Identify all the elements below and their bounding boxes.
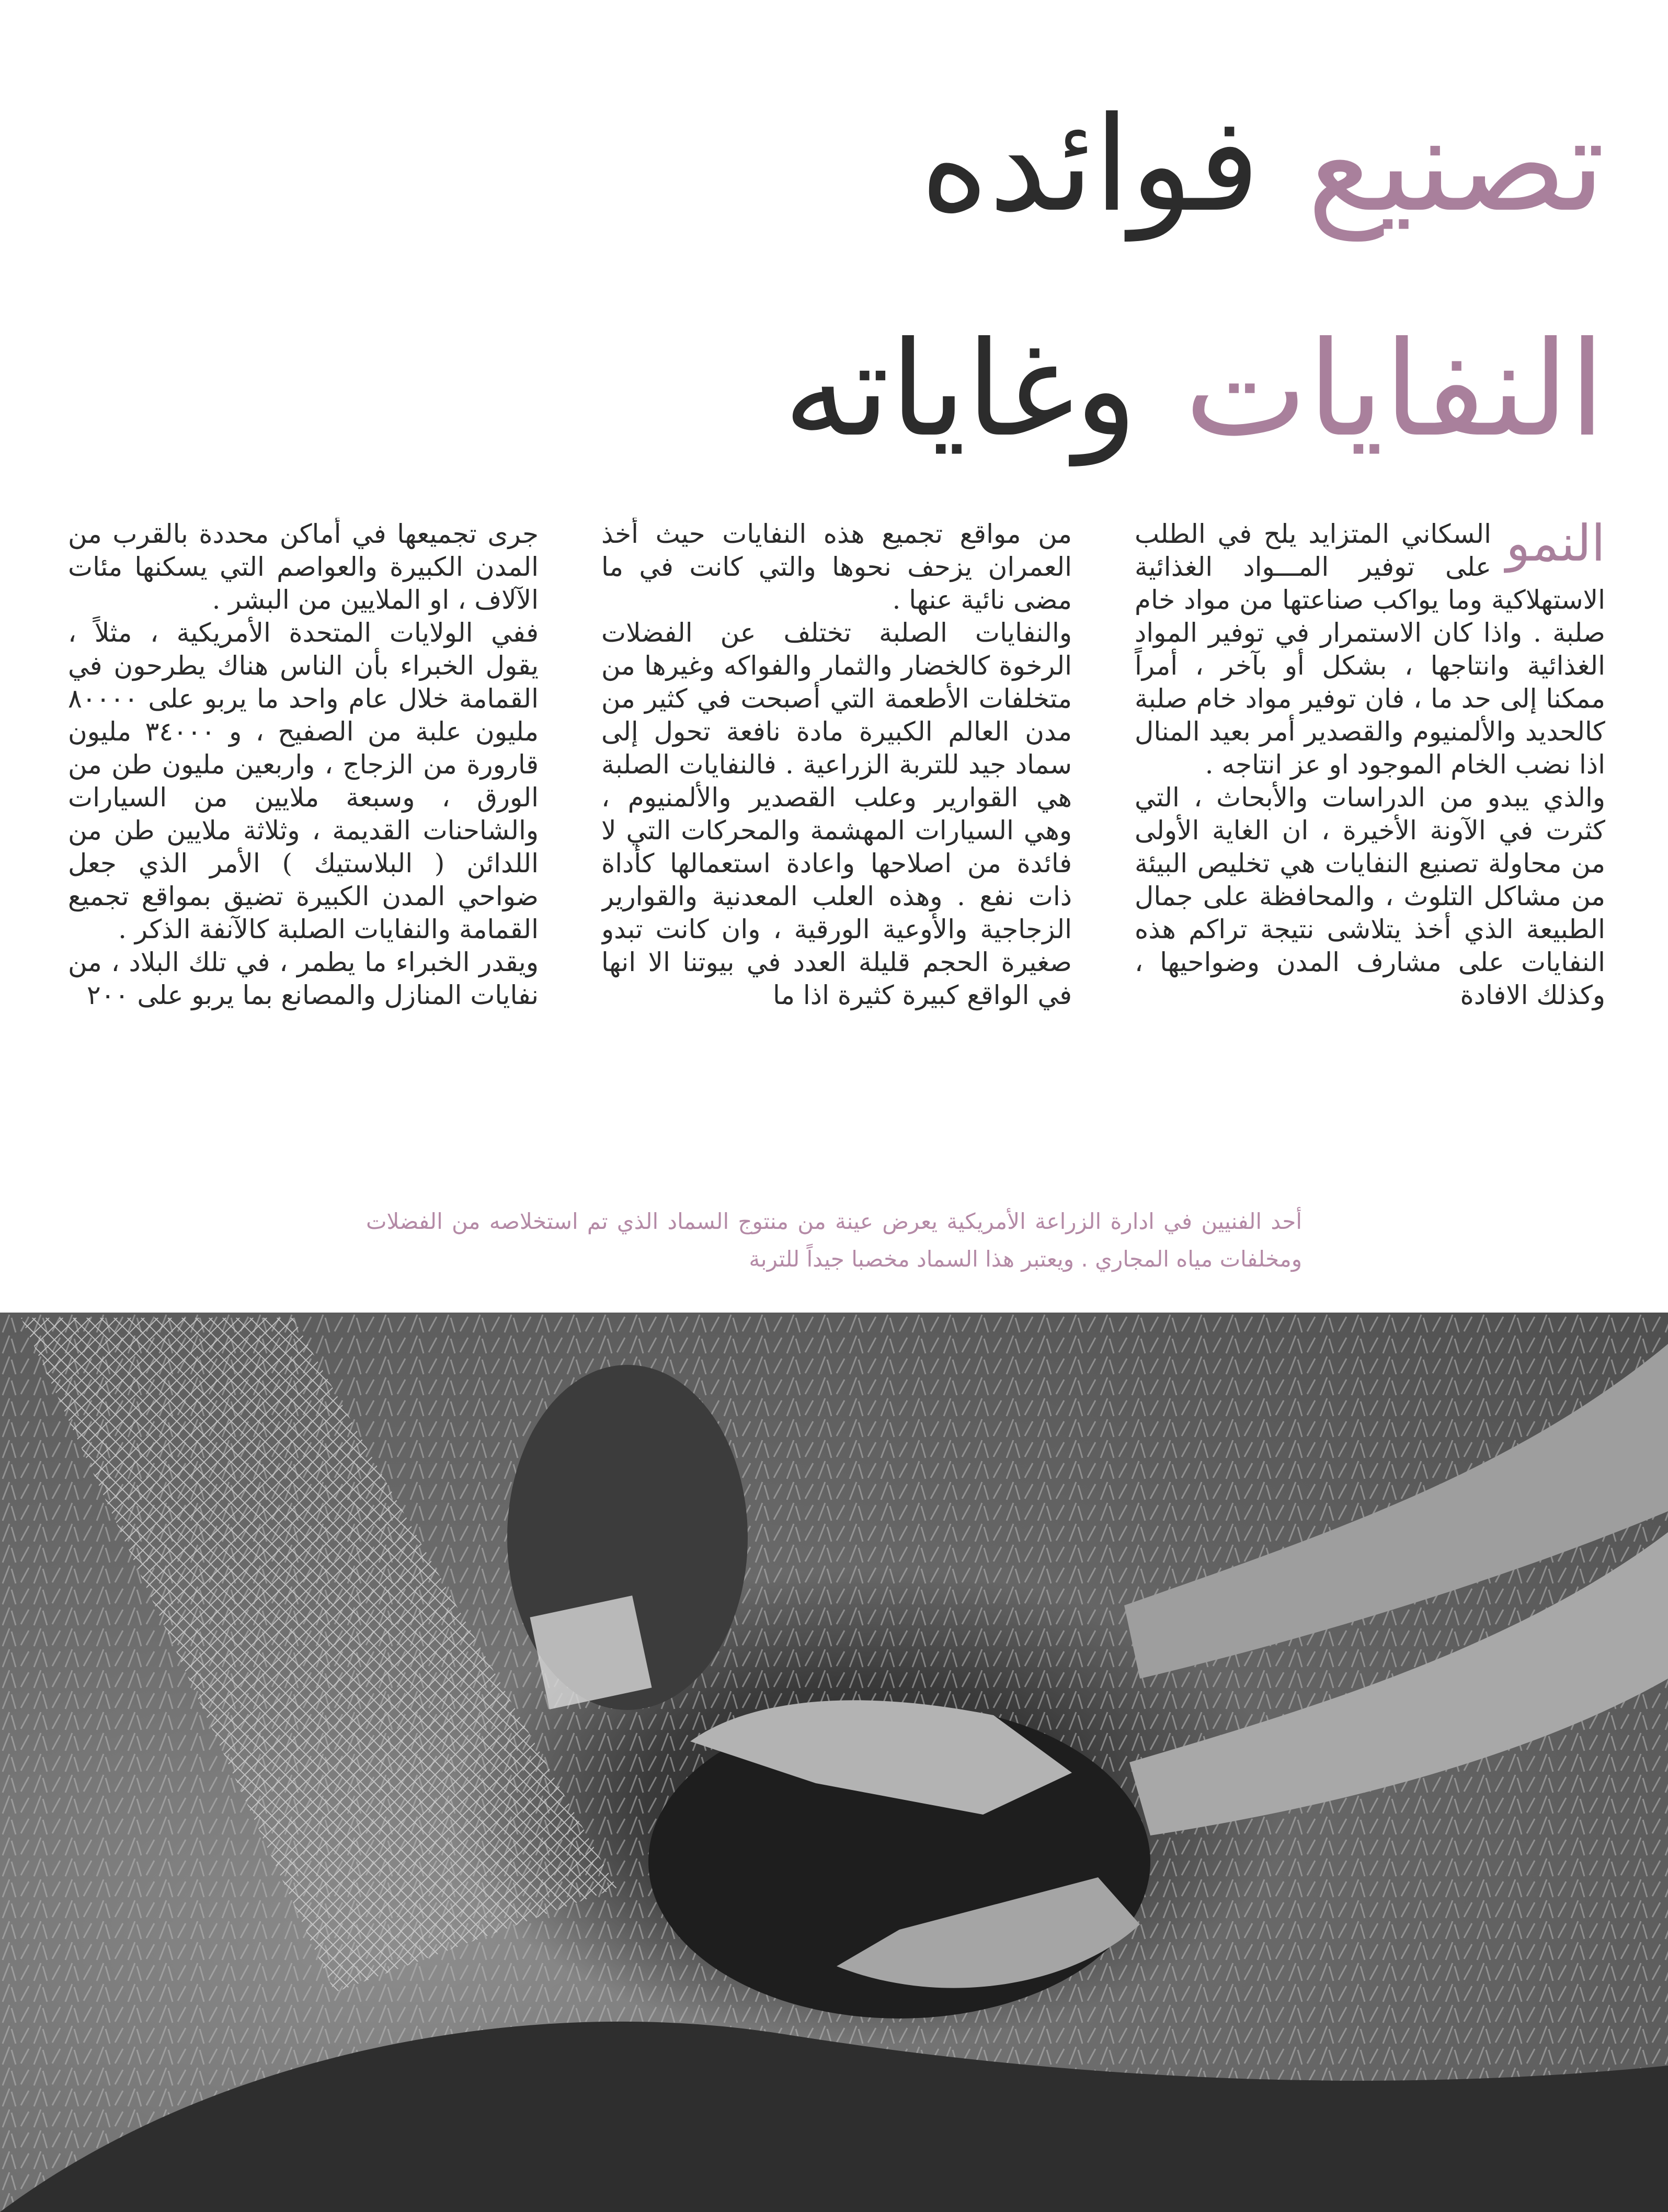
headline-word-tasni: تصنيع xyxy=(1307,88,1605,241)
paragraph: والذي يبدو من الدراسات والأبحاث ، التي كثرت في الآونة الأخيرة ، ان الغاية الأولى من محاولة تصنيع النفايات هي تخليص البيئة من مشاكل التلوث ، والمحافظة على جمال الطبيعة الذي أخذ يتلاشى نتيجة تراكم هذه النفايات على مشارف المدن وضواحيها ، وكذلك الافادة xyxy=(1135,782,1605,1010)
headline-word-waghayatuh: وغاياته xyxy=(783,313,1138,465)
headline-line-1 xyxy=(31,88,1605,256)
paragraph: والنفايات الصلبة تختلف عن الفضلات الرخوة كالخضار والثمار والفواكه وغيرها من متخلفات الأطعمة التي أصبحت في كثير من مدن العالم الكبيرة مادة نافعة تحول إلى سماد جيد للتربة الزراعية . فالنفايات الصلبة هي القوارير وعلب القصدير والألمنيوم ، وهي السيارات المهشمة والمحركات التي لا فائدة من اصلاحها واعادة استعمالها كأداة ذات نفع . وهذه العلب المعدنية والقوارير الزجاجية والأوعية الورقية ، وان كانت تبدو صغيرة الحجم قليلة العدد في بيوتنا الا انها في الواقع كبيرة كثيرة اذا ما xyxy=(601,618,1072,1010)
photo-illustration xyxy=(0,1313,1668,2212)
paragraph: ويقدر الخبراء ما يطمر ، في تلك البلاد ، من نفايات المنازل والمصانع بما يربو على ٢٠٠ xyxy=(68,947,539,1010)
compost-photo xyxy=(0,1313,1668,2212)
photo-caption: أحد الفنيين في ادارة الزراعة الأمريكية يعرض عينة من منتوج السماد الذي تم استخلاصه من الفضلات ومخلفات مياه المجاري . ويعتبر هذا السماد مخصبا جيداً للتربة xyxy=(366,1208,1302,1272)
headline-line-2 xyxy=(31,313,1605,481)
article-column-2 xyxy=(601,518,1072,1145)
paragraph: من مواقع تجميع هذه النفايات حيث أخذ العمران يزحف نحوها والتي كانت في ما مضى نائية عنها . xyxy=(601,519,1072,615)
paragraph: السكاني المتزايد يلح في الطلب على توفير المـــواد الغذائية الاستهلاكية وما يواكب صناعتها من مواد خام صلبة . واذا كان الاستمرار في توفير المواد الغذائية وانتاجها ، بشكل أو بآخر ، أمراً ممكنا إلى حد ما ، فان توفير مواد خام صلبة كالحديد والألمنيوم والقصدير أمر بعيد المنال اذا نضب الخام الموجود او عز انتاجه . xyxy=(1135,519,1605,780)
drop-word: النمو xyxy=(1506,518,1605,573)
paragraph: ففي الولايات المتحدة الأمريكية ، مثلاً ، يقول الخبراء بأن الناس هناك يطرحون في القمامة خلال عام واحد ما يربو على ٨٠٠٠٠ مليون علبة من الصفيح ، و ٣٤٠٠٠ مليون قارورة من الزجاج ، واربعين مليون طن من الورق ، وسبعة ملايين من السيارات والشاحنات القديمة ، وثلاثة ملايين طن من اللدائن ( البلاستيك ) الأمر الذي جعل ضواحي المدن الكبيرة تضيق بمواقع تجميع القمامة والنفايات الصلبة كالآنفة الذكر . xyxy=(68,618,539,944)
article-column-1 xyxy=(1135,518,1605,1145)
headline-word-alnifayat: النفايات xyxy=(1184,313,1605,465)
article-column-3 xyxy=(68,518,539,1145)
paragraph: جرى تجميعها في أماكن محددة بالقرب من المدن الكبيرة والعواصم التي يسكنها مئات الآلاف ، او الملايين من البشر . xyxy=(68,519,539,615)
article-body xyxy=(63,518,1605,1145)
headline-word-fawaiduh: فوائده xyxy=(920,88,1260,241)
